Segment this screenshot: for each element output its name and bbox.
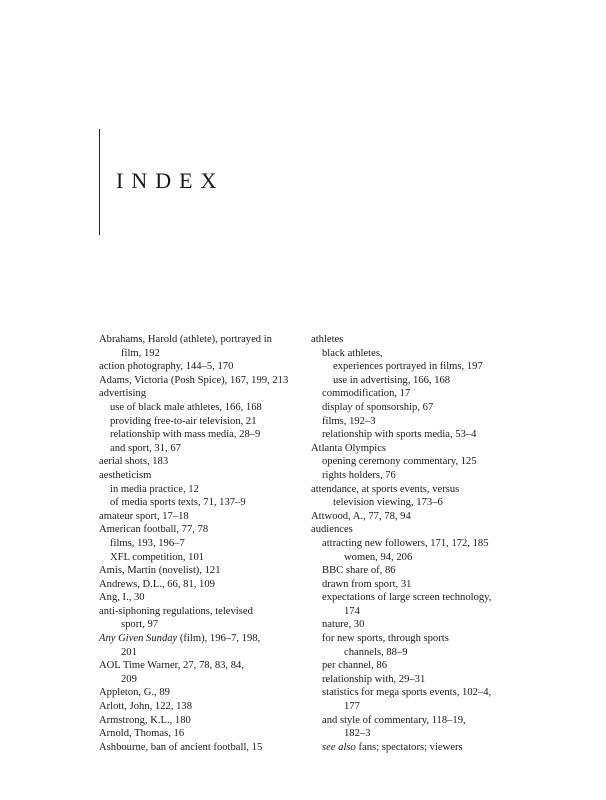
index-entry-text: experiences portrayed in films, 197 [333,361,483,373]
index-entry [99,387,304,401]
index-entry-text: American football, 77, 78 [99,524,209,536]
index-entry [311,605,516,619]
index-entry-text: Adams, Victoria (Posh Spice), 167, 199, 213 [99,374,289,386]
index-entry-text: 174 [344,605,360,617]
index-entry-text: channels, 88–9 [344,646,408,658]
index-entry [311,442,516,456]
index-entry [311,428,516,442]
index-entry-text: television viewing, 173–6 [333,497,443,509]
index-entry-text: and sport, 31, 67 [110,442,181,454]
index-entry [99,591,304,605]
index-entry [311,374,516,388]
index-entry-text: Appleton, G., 89 [99,687,170,699]
index-entry [311,455,516,469]
index-entry [99,564,304,578]
title-rule [99,129,100,235]
index-entry [99,686,304,700]
index-entry-text: relationship with sports media, 53–4 [322,429,477,441]
index-entry [99,483,304,497]
index-entry-text: fans; spectators; viewers [355,741,463,753]
index-entry [311,401,516,415]
index-entry-text: advertising [99,388,147,400]
index-entry-text: (film), 196–7, 198, [177,633,261,645]
index-entry [99,741,304,755]
index-entry [99,618,304,632]
index-entry-text: 209 [121,673,137,685]
index-entry [311,578,516,592]
index-column-left [99,333,304,754]
index-entry-text: Armstrong, K.L., 180 [99,714,191,726]
index-entry [99,605,304,619]
index-entry-text: Abrahams, Harold (athlete), portrayed in [99,334,272,345]
index-entry-italic: see also [322,741,356,753]
index-entry [99,646,304,660]
index-entry [99,537,304,551]
index-entry [311,387,516,401]
index-entry-text: relationship with, 29–31 [322,673,426,685]
index-entry-text: black athletes, [322,347,383,359]
index-entry [99,578,304,592]
index-entry-italic: Any Given Sunday [99,633,178,645]
index-entry [311,333,516,347]
index-entry-text: films, 192–3 [322,415,376,427]
index-entry [311,727,516,741]
index-entry-text: 182–3 [344,728,371,740]
index-entry-text: athletes [311,334,344,345]
index-entry-text: opening ceremony commentary, 125 [322,456,477,468]
index-entry [311,537,516,551]
index-entry [99,659,304,673]
index-entry [311,686,516,700]
index-entry [311,646,516,660]
index-entry [99,401,304,415]
index-entry-text: attracting new followers, 171, 172, 185 [322,537,489,549]
index-entry-text: and style of commentary, 118–19, [322,714,466,726]
index-entry-text: expectations of large screen technology, [322,592,492,604]
index-entry [311,415,516,429]
index-entry [311,523,516,537]
index-entry [99,523,304,537]
index-entry-text: XFL competition, 101 [110,551,205,563]
index-entry-text: attendance, at sports events, versus [311,483,460,495]
index-entry [99,496,304,510]
index-entry-text: Ashbourne, ban of ancient football, 15 [99,741,263,753]
index-entry-text: Amis, Martin (novelist), 121 [99,565,221,577]
index-entry-text: commodification, 17 [322,388,411,400]
index-entry-text: women, 94, 206 [344,551,413,563]
index-entry [311,618,516,632]
index-entry-text: rights holders, 76 [322,469,396,481]
index-entry-text: Arnold, Thomas, 16 [99,728,185,740]
index-entry-text: AOL Time Warner, 27, 78, 83, 84, [99,660,244,672]
index-entry-text: providing free-to-air television, 21 [110,415,257,427]
index-entry-text: aerial shots, 183 [99,456,169,468]
index-entry-text: Ang, I., 30 [99,592,145,604]
index-entry [99,442,304,456]
index-entry [99,333,304,347]
index-entry [311,510,516,524]
index-entry [311,496,516,510]
index-entry-text: sport, 97 [121,619,159,631]
index-entry [99,347,304,361]
index-entry-text: of media sports texts, 71, 137–9 [110,497,246,509]
index-entry-text: films, 193, 196–7 [110,537,185,549]
index-entry [311,551,516,565]
index-entry [99,510,304,524]
index-entry-text: Andrews, D.L., 66, 81, 109 [99,578,215,590]
index-entry-text: film, 192 [121,347,160,359]
index-entry [311,347,516,361]
index-entry [311,469,516,483]
index-entry [99,700,304,714]
index-entry-text: audiences [311,524,353,536]
index-entry [311,673,516,687]
index-entry-text: statistics for mega sports events, 102–4, [322,687,492,699]
index-entry-text: action photography, 144–5, 170 [99,361,234,373]
index-entry [311,714,516,728]
index-column-right [311,333,516,754]
index-entry-text: in media practice, 12 [110,483,199,495]
index-entry-text: amateur sport, 17–18 [99,510,189,522]
index-entry [99,360,304,374]
index-entry-text: use of black male athletes, 166, 168 [110,401,262,413]
index-entry-text: drawn from sport, 31 [322,578,412,590]
index-entry [311,483,516,497]
index-entry-text: 177 [344,701,360,713]
index-entry-text: anti-siphoning regulations, televised [99,605,253,617]
index-entry-text: use in advertising, 166, 168 [333,374,451,386]
index-entry-text: nature, 30 [322,619,365,631]
index-entry-text: Attwood, A., 77, 78, 94 [311,510,411,522]
index-entry [311,632,516,646]
index-entry [99,455,304,469]
index-entry [311,741,516,755]
index-entry-text: for new sports, through sports [322,633,449,645]
index-entry-text: BBC share of, 86 [322,565,396,577]
index-entry-text: 201 [121,646,137,658]
index-entry [99,551,304,565]
index-entry [311,659,516,673]
index-entry [99,727,304,741]
page-title: INDEX [116,168,225,193]
index-entry-text: Atlanta Olympics [311,442,387,454]
index-entry [99,374,304,388]
index-entry-text: aestheticism [99,469,152,481]
index-entry [99,415,304,429]
index-entry [99,632,304,646]
index-entry [311,591,516,605]
index-entry [99,469,304,483]
index-entry-text: relationship with mass media, 28–9 [110,429,261,441]
index-entry-text: per channel, 86 [322,660,388,672]
index-entry [99,714,304,728]
index-entry-text: display of sponsorship, 67 [322,401,434,413]
index-entry [99,428,304,442]
index-entry [311,564,516,578]
index-entry-text: Arlott, John, 122, 138 [99,701,192,713]
index-entry [311,700,516,714]
index-entry [99,673,304,687]
index-entry [311,360,516,374]
